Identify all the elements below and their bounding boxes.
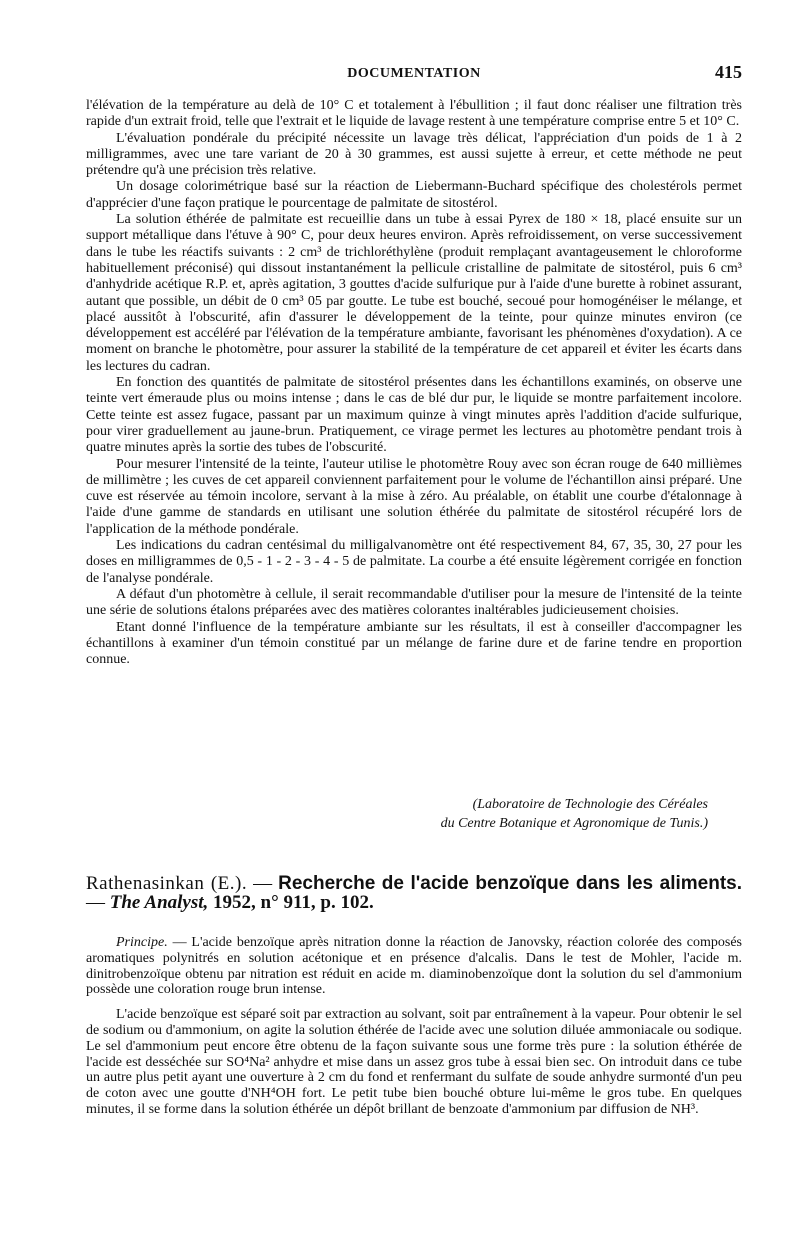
principle-label: Principe. <box>116 935 168 950</box>
paragraph: Les indications du cadran centésimal du milligalvanomètre ont été respectivement 84, 67, 35, 30, 27 pour les doses en milligrammes de 0,5 - 1 - 2 - 3 - 4 - 5 de palmitate. La courbe a été ensuite légèrement corrigée en fonction de l'analyse pondérale. <box>86 538 742 586</box>
paragraph: Etant donné l'influence de la température ambiante sur les résultats, il est à conseiller d'accompagner les échantillons à examiner d'un témoin constitué par un mélange de farine dure et de farine tendre en proportion connue. <box>86 619 742 668</box>
paragraph-text: — L'acide benzoïque après nitration donne la réaction de Janovsky, réaction colorée des composés aromatiques polynitrés en solution acétonique et en présence d'alcalis. Dans le test de Mohler, l'acide m. dinitrobenzoïque obtenu par nitration est réduit en acide m. diaminobenzoïque dont la solution du sel d'ammonium possède une coloration rouge brun intense. <box>86 935 743 998</box>
affiliation-line: (Laboratoire de Technologie des Céréales <box>472 797 708 812</box>
article-continuation <box>86 98 742 668</box>
journal-reference: 1952, n° 911, p. 102. <box>213 892 374 913</box>
paragraph: En fonction des quantités de palmitate de sitostérol présentes dans les échantillons examinés, on observe une teinte vert émeraude plus ou moins intense ; dans le cas de blé dur pur, le liquide se montre parfaitement incolore. Cette teinte est assez fugace, passant par un maximum quinze à vingt minutes après l'addition d'acide sulfurique, pour virer graduellement au jaune-brun. Pratiquement, ce virage permet les lectures au photomètre pendant trois à quatre minutes après la sortie des tubes de l'obscurité. <box>86 375 742 456</box>
paragraph: l'élévation de la température au delà de 10° C et totalement à l'ébullition ; il faut donc réaliser une filtration très rapide d'un extrait froid, telle que l'extrait et le liquide de lavage restent à une température comprise entre 5 et 10° C. <box>86 98 742 130</box>
running-head <box>86 62 742 86</box>
journal-name: The Analyst, <box>109 892 209 913</box>
paragraph: Un dosage colorimétrique basé sur la réaction de Liebermann-Buchard spécifique des cholestérols permet d'apprécier d'une façon pratique le pourcentage de palmitate de sitostérol. <box>86 179 742 211</box>
paragraph: La solution éthérée de palmitate est recueillie dans un tube à essai Pyrex de 180 × 18, placé ensuite sur un support métallique dans l'étuve à 90° C, pour deux heures environ. Après refroidissement, on verse successivement dans le tube les réactifs suivants : 2 cm³ de trichloréthylène (produit remplaçant avantageusement le chloroforme habituellement préconisé) qui dissout instantanément la pellicule cristalline de palmitate de sitostérol, puis 6 cm³ d'anhydride acétique R.P. et, après agitation, 3 gouttes d'acide sulfurique pur à l'aide d'une burette à robinet assurant, autant que possible, un débit de 0 cm³ 05 par goutte. Le tube est bouché, secoué pour homogénéiser le mélange, et placé aussitôt à l'obscurité, afin d'assurer le développement de la teinte, pour quinze minutes environ (ce développement est accéléré par l'élévation de la température ambiante, favorisant les phénomènes d'oxydation). A ce moment on branche le photomètre, pour assurer la stabilité de la température de cet appareil et éviter les écarts dans les lectures du cadran. <box>86 212 742 374</box>
dash: — <box>253 873 273 894</box>
dash: — <box>86 892 105 913</box>
paragraph: A défaut d'un photomètre à cellule, il serait recommandable d'utiliser pour la mesure de l'intensité de la teinte une série de solutions étalons préparées avec des matières colorantes inaltérables judicieusement choisies. <box>86 586 742 619</box>
affiliation-line: du Centre Botanique et Agronomique de Tunis.) <box>440 816 708 831</box>
page-number: 415 <box>715 62 742 82</box>
paragraph: L'évaluation pondérale du précipité nécessite un lavage très délicat, l'appréciation d'un poids de 1 à 2 milligrammes, avec une tare variant de 20 à 30 grammes, est aussi sujette à erreur, et cette méthode ne peut prétendre qu'à une précision très relative. <box>86 130 742 179</box>
paragraph <box>86 935 742 998</box>
article-heading <box>86 874 742 912</box>
running-title: DOCUMENTATION <box>347 66 481 81</box>
article-author: Rathenasinkan (E.). <box>86 873 248 894</box>
article-title: Recherche de l'acide benzoïque dans les aliments. <box>278 873 743 894</box>
affiliation <box>86 795 708 833</box>
article-body <box>86 935 742 1118</box>
paragraph: Pour mesurer l'intensité de la teinte, l'auteur utilise le photomètre Rouy avec son écran rouge de 640 millièmes de millimètre ; les cuves de cet appareil conviennent parfaitement pour le volume de l'échantillon ainsi préparé. Une cuve est réservée au témoin incolore, servant à la mise à zéro. Au préalable, on établit une courbe d'étalonnage à l'aide d'une gamme de standards en utilisant une solution éthérée du palmitate de sitostérol récupéré lors de l'application de la méthode pondérale. <box>86 456 742 537</box>
paragraph: L'acide benzoïque est séparé soit par extraction au solvant, soit par entraînement à la vapeur. Pour obtenir le sel de sodium ou d'ammonium, on agite la solution éthérée de l'acide avec une solution diluée ammoniacale ou sodique. Le sel d'ammonium peut encore être obtenu de la façon suivante sous une forme très pure : la solution éthérée de l'acide est desséchée sur SO⁴Na² anhydre et mise dans un assez gros tube à essai bien sec. On introduit dans ce tube un autre plus petit ayant une ouverture à 2 cm du fond et renfermant du sulfate de soude anhydre surmonté d'un peu de coton avec une goutte d'NH⁴OH fort. Le petit tube bien bouché obture lui-même le gros tube. En quelques minutes, il se forme dans la solution éthérée un dépôt brillant de benzoate d'ammonium par diffusion de NH³. <box>86 1007 742 1117</box>
